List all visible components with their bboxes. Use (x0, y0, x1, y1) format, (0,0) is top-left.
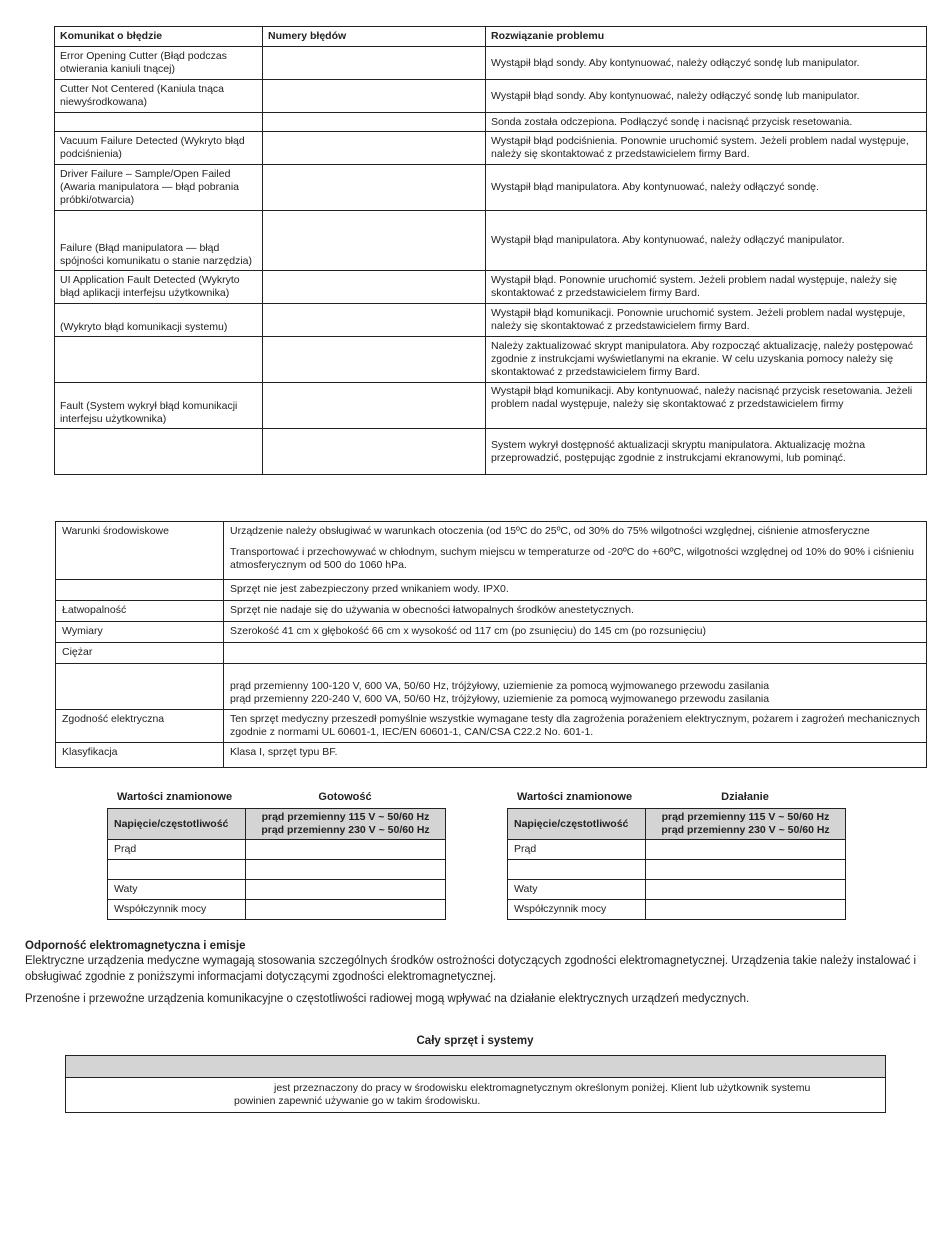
error-message-cell: Driver Failure – Sample/Open Failed (Awaria manipulatora — błąd pobrania próbki/otwarcia) (55, 165, 263, 211)
ratings-table (507, 808, 846, 920)
table-row (56, 601, 927, 622)
table-row (56, 522, 927, 580)
spec-value-line: Ten sprzęt medyczny przeszedł pomyślnie wszystkie wymagane testy dla zagrożenia porażeniem elektrycznym, pożarem i zagrożeń mechanicznych zgodnie z normami UL 60601-1, IEC/EN 60601-1, CAN/CSA C22.2 No. 601-1. (230, 713, 920, 738)
systems-table-header (66, 1056, 886, 1078)
table-row (55, 80, 927, 113)
table-row (55, 429, 927, 475)
spec-value (224, 664, 927, 710)
table-row (108, 860, 446, 880)
error-solution-cell: Wystąpił błąd sondy. Aby kontynuować, należy odłączyć sondę lub manipulator. (486, 47, 927, 80)
error-codes-cell (263, 47, 486, 80)
spec-value-line: Szerokość 41 cm x głębokość 66 cm x wysokość od 117 cm (po zsunięciu) do 145 cm (po rozsunięciu) (230, 625, 707, 637)
ratings-value (646, 900, 846, 920)
spec-label: Ciężar (56, 643, 224, 664)
ratings-header-label: Napięcie/częstotliwość (508, 809, 646, 840)
systems-text-line: jest przeznaczony do pracy w środowisku elektromagnetycznym określonym poniżej. Klient lub użytkownik systemu (274, 1082, 811, 1094)
systems-text-line: powinien zapewnić używanie go w takim środowisku. (234, 1095, 481, 1107)
ratings-value (246, 860, 446, 880)
spec-value-line: Urządzenie należy obsługiwać w warunkach otoczenia (od 15ºC do 25ºC, od 30% do 75% wilgotności względnej, ciśnienie atmosferyczne (230, 525, 870, 537)
error-solution-cell: Wystąpił błąd komunikacji. Aby kontynuować, należy nacisnąć przycisk resetowania. Jeżeli problem nadal występuje, należy się skontaktować z przedstawicielem firmy (486, 383, 927, 429)
header-codes: Numery błędów (263, 27, 486, 47)
ratings-value (646, 860, 846, 880)
error-message-cell: Fault (System wykrył błąd komunikacji interfejsu użytkownika) (55, 383, 263, 429)
table-row (56, 580, 927, 601)
error-message-cell: (Wykryto błąd komunikacji systemu) (55, 304, 263, 337)
spec-label: Wymiary (56, 622, 224, 643)
header-message: Komunikat o błędzie (55, 27, 263, 47)
error-message-cell: UI Application Fault Detected (Wykryto błąd aplikacji interfejsu użytkownika) (55, 271, 263, 304)
error-codes-cell (263, 132, 486, 165)
error-codes-cell (263, 383, 486, 429)
error-codes-cell (263, 337, 486, 383)
spec-value (224, 643, 927, 664)
table-row (108, 900, 446, 920)
error-codes-cell (263, 211, 486, 271)
ratings-label: Waty (108, 880, 246, 900)
table-row (55, 211, 927, 271)
table-row (508, 900, 846, 920)
error-codes-cell (263, 165, 486, 211)
table-row (55, 47, 927, 80)
table-row (508, 880, 846, 900)
spec-value-line: Sprzęt nie nadaje się do używania w obecności łatwopalnych środków anestetycznych. (230, 604, 634, 616)
ratings-value (646, 880, 846, 900)
spec-label: Warunki środowiskowe (56, 522, 224, 580)
ratings-label: Współczynnik mocy (108, 900, 246, 920)
ratings-value (246, 900, 446, 920)
ratings-label: Współczynnik mocy (508, 900, 646, 920)
spec-value-line (230, 667, 920, 680)
table-row (508, 840, 846, 860)
error-message-cell (55, 337, 263, 383)
spec-label: Zgodność elektryczna (56, 710, 224, 743)
systems-table (65, 1055, 886, 1113)
spec-value-line: Klasa I, sprzęt typu BF. (230, 746, 338, 758)
table-row (55, 132, 927, 165)
ratings-header-value: prąd przemienny 230 V ~ 50/60 Hz (661, 824, 830, 836)
ratings-table (107, 808, 446, 920)
table-row (56, 710, 927, 743)
spec-value-line: prąd przemienny 100-120 V, 600 VA, 50/60 Hz, trójżyłowy, uziemienie za pomocą wyjmowanego przewodu zasilania (230, 680, 770, 692)
error-solution-cell: Wystąpił błąd manipulatora. Aby kontynuować, należy odłączyć sondę. (486, 165, 927, 211)
spec-value (224, 743, 927, 768)
systems-table-body (66, 1078, 886, 1113)
error-solution-cell: Sonda została odczepiona. Podłączyć sondę i nacisnąć przycisk resetowania. (486, 113, 927, 132)
header-solution: Rozwiązanie problemu (486, 27, 927, 47)
ratings-header-label: Napięcie/częstotliwość (108, 809, 246, 840)
spec-label: Klasyfikacja (56, 743, 224, 768)
spec-value-line (230, 538, 920, 546)
spec-value (224, 522, 927, 580)
error-solution-cell: Wystąpił błąd manipulatora. Aby kontynuować, należy odłączyć manipulator. (486, 211, 927, 271)
spec-value-line: Transportować i przechowywać w chłodnym, suchym miejscu w temperaturze od -20ºC do +60ºC, wilgotności względnej od 10% do 90% i ciśnieniu atmosferycznym od 500 do 1060 hPa. (230, 546, 914, 571)
spec-value-line: prąd przemienny 220-240 V, 600 VA, 50/60 Hz, trójżyłowy, uziemienie za pomocą wyjmowanego przewodu zasilania (230, 693, 770, 705)
specifications-table (55, 521, 927, 768)
spec-value (224, 601, 927, 622)
emc-paragraph: Przenośne i przewoźne urządzenia komunikacyjne o częstotliwości radiowej mogą wpływać na działanie elektrycznych urządzeń medycznych. (25, 993, 750, 1005)
ratings-header-value: prąd przemienny 115 V ~ 50/60 Hz (661, 811, 830, 823)
error-codes-cell (263, 80, 486, 113)
table-row (108, 840, 446, 860)
ratings-value (646, 840, 846, 860)
table-row (55, 304, 927, 337)
spec-value (224, 710, 927, 743)
spec-value (224, 622, 927, 643)
table-row (108, 880, 446, 900)
ratings-title: Wartości znamionowe (517, 791, 633, 803)
error-message-table (54, 26, 927, 475)
ratings-header-value: prąd przemienny 230 V ~ 50/60 Hz (261, 824, 430, 836)
error-message-cell (55, 113, 263, 132)
error-solution-cell: Wystąpił błąd. Ponownie uruchomić system. Jeżeli problem nadal występuje, należy się skontaktować z przedstawicielem firmy Bard. (486, 271, 927, 304)
ratings-value (246, 840, 446, 860)
table-row (56, 622, 927, 643)
ratings-title: Wartości znamionowe (117, 791, 233, 803)
error-message-cell: Vacuum Failure Detected (Wykryto błąd podciśnienia) (55, 132, 263, 165)
table-row (508, 860, 846, 880)
error-codes-cell (263, 271, 486, 304)
ratings-label (108, 860, 246, 880)
ratings-mode: Działanie (721, 791, 769, 803)
error-message-cell: Failure (Błąd manipulatora — błąd spójności komunikatu o stanie narzędzia) (55, 211, 263, 271)
ratings-label: Waty (508, 880, 646, 900)
ratings-header-values (246, 809, 446, 840)
ratings-header-row (108, 809, 446, 840)
table-row (55, 271, 927, 304)
error-solution-cell: Wystąpił błąd komunikacji. Ponownie uruchomić system. Jeżeli problem nadal występuje, należy się skontaktować z przedstawicielem firmy Bard. (486, 304, 927, 337)
table-row (55, 165, 927, 211)
error-codes-cell (263, 429, 486, 475)
error-codes-cell (263, 113, 486, 132)
error-message-cell (55, 429, 263, 475)
table-row (55, 337, 927, 383)
error-codes-cell (263, 304, 486, 337)
spec-value (224, 580, 927, 601)
ratings-label: Prąd (508, 840, 646, 860)
spec-label (56, 580, 224, 601)
spec-label: Łatwopalność (56, 601, 224, 622)
error-solution-cell: Należy zaktualizować skrypt manipulatora. Aby rozpocząć aktualizację, należy postępować zgodnie z instrukcjami wyświetlanymi na ekranie. W celu uzyskania pomocy należy się skontaktować z przedstawicielem firmy Bard. (486, 337, 927, 383)
emc-heading: Odporność elektromagnetyczna i emisje (25, 940, 246, 952)
spec-value-line (230, 646, 920, 659)
ratings-header-row (508, 809, 846, 840)
spec-label (56, 664, 224, 710)
table-row (56, 643, 927, 664)
ratings-value (246, 880, 446, 900)
error-solution-cell: Wystąpił błąd sondy. Aby kontynuować, należy odłączyć sondę lub manipulator. (486, 80, 927, 113)
table-row (55, 383, 927, 429)
table-row (55, 113, 927, 132)
ratings-header-values (646, 809, 846, 840)
ratings-header-value: prąd przemienny 115 V ~ 50/60 Hz (261, 811, 430, 823)
ratings-label (508, 860, 646, 880)
error-message-cell: Cutter Not Centered (Kaniula tnąca niewyśrodkowana) (55, 80, 263, 113)
ratings-label: Prąd (108, 840, 246, 860)
table-row (56, 664, 927, 710)
ratings-mode: Gotowość (318, 791, 372, 803)
emc-paragraph: Elektryczne urządzenia medyczne wymagają stosowania szczególnych środków ostrożności dotyczących zgodności elektromagnetycznej. Urządzenia takie należy instalować i obsługiwać zgodnie z poniższymi informacjami dotyczącymi zgodności elektromagnetycznej. (25, 955, 917, 983)
spec-value-line: Sprzęt nie jest zabezpieczony przed wnikaniem wody. IPX0. (230, 583, 509, 595)
error-message-cell: Error Opening Cutter (Błąd podczas otwierania kaniuli tnącej) (55, 47, 263, 80)
error-solution-cell: System wykrył dostępność aktualizacji skryptu manipulatora. Aktualizację można przeprowadzić, postępując zgodnie z instrukcjami ekranowymi, lub pominąć. (486, 429, 927, 475)
error-table-header (55, 27, 927, 47)
error-solution-cell: Wystąpił błąd podciśnienia. Ponownie uruchomić system. Jeżeli problem nadal występuje, należy się skontaktować z przedstawicielem firmy Bard. (486, 132, 927, 165)
systems-title: Cały sprzęt i systemy (416, 1035, 534, 1047)
table-row (56, 743, 927, 768)
